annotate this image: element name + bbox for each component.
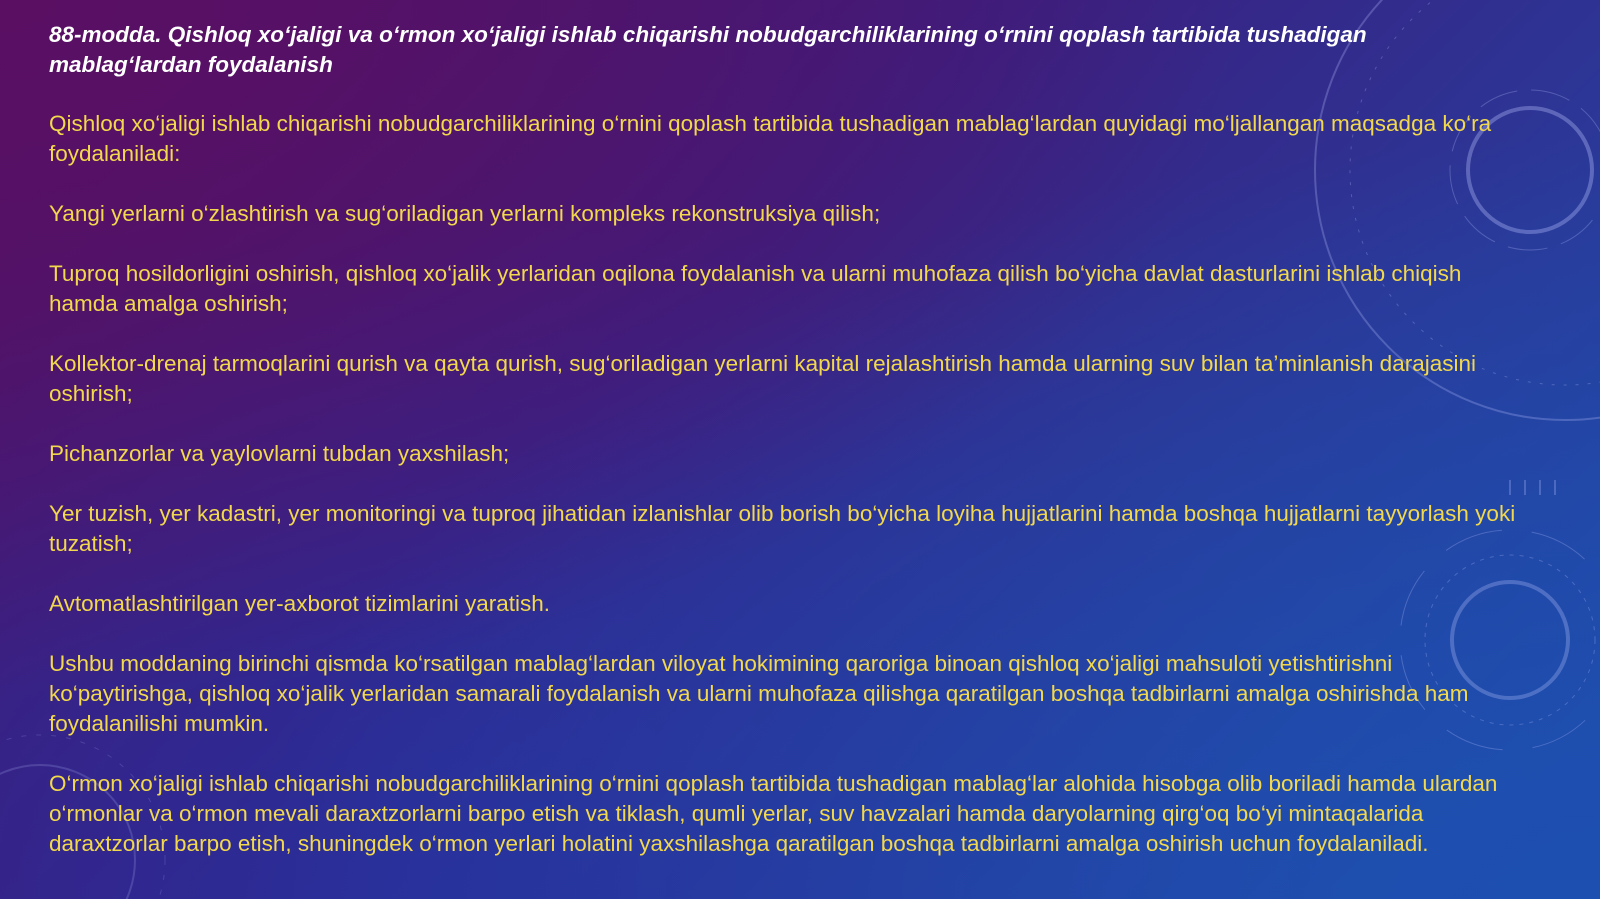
body-paragraph: O‘rmon xo‘jaligi ishlab chiqarishi nobudgarchiliklarining o‘rnini qoplash tartibida tushadigan mablag‘lar alohida hisobga olib boriladi hamda ulardan o‘rmonlar va o‘rmon mevali daraxtzorlarni barpo etish va tiklash, qumli yerlar, suv havzalari hamda daryolarning qirg‘oq bo‘yi mintaqalarida daraxtzorlar barpo etish, shuningdek o‘rmon yerlari holatini yaxshilashga qaratilgan boshqa tadbirlarni amalga oshirish uchun foydalaniladi. [49, 771, 1498, 856]
body-paragraph: Avtomatlashtirilgan yer-axborot tizimlarini yaratish. [49, 591, 551, 616]
body-paragraph: Yer tuzish, yer kadastri, yer monitoringi va tuproq jihatidan izlanishlar olib borish bo‘yicha loyiha hujjatlarini hamda boshqa hujjatlarni tayyorlash yoki tuzatish; [49, 501, 1516, 556]
body-paragraph: Kollektor-drenaj tarmoqlarini qurish va qayta qurish, sug‘oriladigan yerlarni kapital rejalashtirish hamda ularning suv bilan ta’minlanish darajasini oshirish; [49, 351, 1476, 406]
body-paragraph: Yangi yerlarni o‘zlashtirish va sug‘oriladigan yerlarni kompleks rekonstruksiya qilish; [49, 201, 881, 226]
slide-content [49, 20, 1521, 859]
body-paragraph: Ushbu moddaning birinchi qismda ko‘rsatilgan mablag‘lardan viloyat hokimining qaroriga binoan qishloq xo‘jaligi mahsuloti yetishtirishni ko‘paytirishga, qishloq xo‘jalik yerlaridan samarali foydalanish va ularni muhofaza qilishga qaratilgan boshqa tadbirlarni amalga oshirishda ham foydalanilishi mumkin. [49, 651, 1469, 736]
body-paragraph: Qishloq xo‘jaligi ishlab chiqarishi nobudgarchiliklarining o‘rnini qoplash tartibida tushadigan mablag‘lardan quyidagi mo‘ljallangan maqsadga ko‘ra foydalaniladi: [49, 111, 1492, 166]
body-paragraph: Tuproq hosildorligini oshirish, qishloq xo‘jalik yerlaridan oqilona foydalanish va ularni muhofaza qilish bo‘yicha davlat dasturlarini ishlab chiqish hamda amalga oshirish; [49, 261, 1462, 316]
body-paragraph: Pichanzorlar va yaylovlarni tubdan yaxshilash; [49, 441, 510, 466]
slide-title: 88-modda. Qishloq xo‘jaligi va o‘rmon xo‘jaligi ishlab chiqarishi nobudgarchiliklarining o‘rnini qoplash tartibida tushadigan mablag‘lardan foydalanish [49, 22, 1367, 77]
